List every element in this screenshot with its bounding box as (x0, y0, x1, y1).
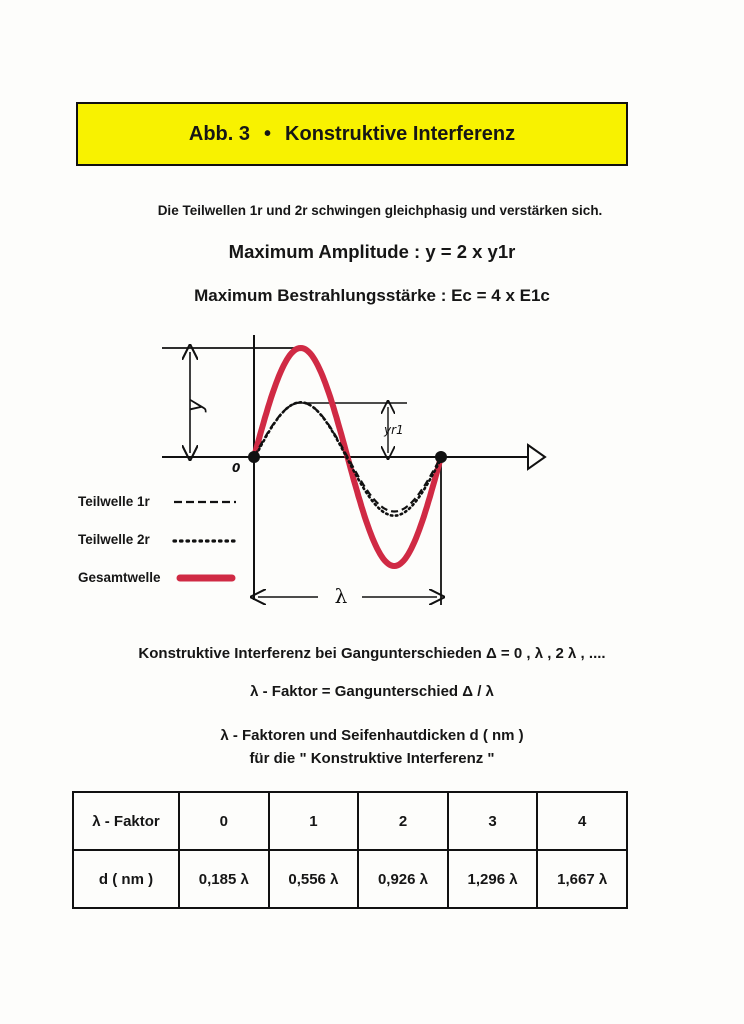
figure-number: Abb. 3 (188, 122, 251, 145)
table-cell-factor: 2 (358, 792, 448, 850)
lambda-factor-definition: λ - Faktor = Gangunterschied Δ / λ (250, 683, 494, 700)
x-axis-arrow (528, 445, 545, 469)
title-bullet: • (264, 122, 272, 145)
table-cell-thickness: 0,926 λ (358, 850, 448, 908)
table-cell-factor: 0 (179, 792, 269, 850)
thickness-table (72, 791, 628, 909)
origin-point (248, 451, 260, 463)
wavelength-label: λ (334, 584, 348, 608)
partial-wave-2r-curve (254, 402, 441, 515)
table-cell-factor: 3 (448, 792, 538, 850)
table-cell-thickness: 1,296 λ (448, 850, 538, 908)
table-caption-line-2: für die " Konstruktive Interferenz " (249, 750, 495, 767)
amplitude-label: y (183, 398, 208, 412)
table-cell-thickness: 1,667 λ (537, 850, 627, 908)
table-cell-thickness: 0,185 λ (179, 850, 269, 908)
table-caption-line-1: λ - Faktoren und Seifenhautdicken d ( nm ) (220, 727, 524, 744)
table-cell-factor: 1 (269, 792, 359, 850)
legend-label-total: Gesamtwelle (78, 570, 161, 585)
legend-label-1r: Teilwelle 1r (78, 494, 150, 509)
table-row-thickness (73, 850, 627, 908)
constructive-condition: Konstruktive Interferenz bei Gangunterschieden Δ = 0 , λ , 2 λ , .... (138, 645, 606, 662)
table-header-lambda-factor: λ - Faktor (73, 792, 179, 850)
table-cell-factor: 4 (537, 792, 627, 850)
period-end-point (435, 451, 447, 463)
max-amplitude-formula: Maximum Amplitude : y = 2 x y1r (228, 241, 516, 262)
subtitle: Die Teilwellen 1r und 2r schwingen gleichphasig und verstärken sich. (157, 203, 603, 218)
table-row-factors (73, 792, 627, 850)
origin-label: 0 (232, 461, 241, 475)
legend-label-2r: Teilwelle 2r (78, 532, 150, 547)
legend (78, 494, 236, 585)
figure-title: Konstruktive Interferenz (285, 122, 516, 145)
max-irradiance-formula: Maximum Bestrahlungsstärke : Ec = 4 x E1c (194, 286, 550, 305)
table-cell-thickness: 0,556 λ (269, 850, 359, 908)
table-header-thickness: d ( nm ) (73, 850, 179, 908)
partial-amplitude-label: yr1 (384, 423, 404, 437)
